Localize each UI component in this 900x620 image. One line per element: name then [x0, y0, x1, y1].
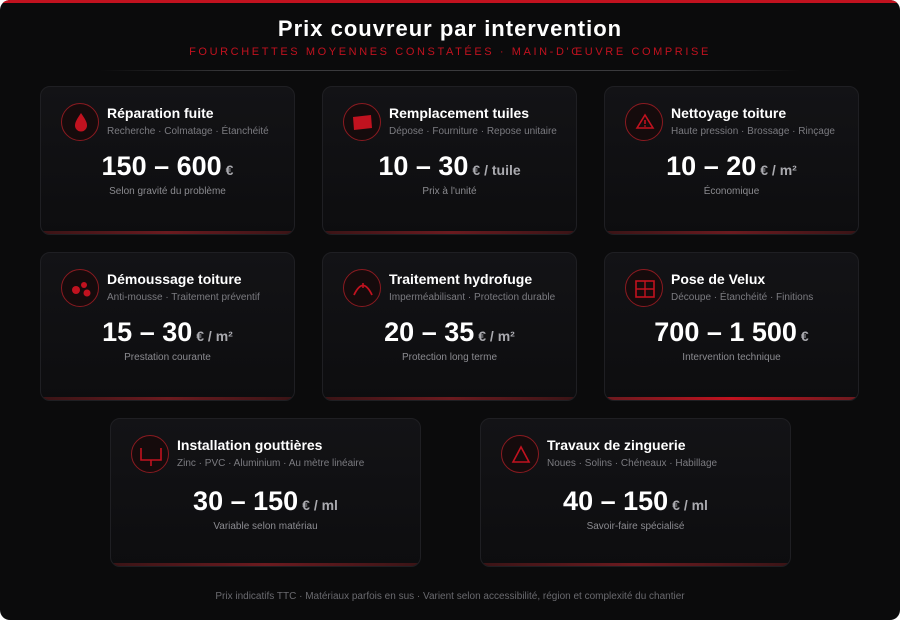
card-nettoyage-toiture: [604, 86, 859, 235]
footer-disclaimer: Prix indicatifs TTC · Matériaux parfois en sus · Varient selon accessibilité, région et complexité du chantier: [215, 591, 685, 602]
card-accent-bar: [481, 563, 790, 566]
header-divider: [100, 70, 800, 71]
card-accent-bar: [41, 397, 294, 400]
card-travaux-zinguerie: [480, 418, 791, 567]
card-subtitle: Anti-mousse · Traitement préventif: [107, 292, 260, 303]
card-note: Variable selon matériau: [213, 521, 318, 532]
card-accent-bar: [323, 231, 576, 234]
price-range: [605, 317, 858, 348]
card-subtitle: Imperméabilisant · Protection durable: [389, 292, 556, 303]
top-accent-bar: [0, 0, 900, 3]
card-title: Installation gouttières: [177, 437, 323, 453]
card-title: Pose de Velux: [671, 271, 766, 287]
price-value: 10 – 20: [666, 151, 757, 181]
roof-tile-icon: [343, 103, 381, 141]
card-subtitle: Découpe · Étanchéité · Finitions: [671, 292, 814, 303]
card-title: Travaux de zinguerie: [547, 437, 686, 453]
card-accent-bar: [323, 397, 576, 400]
price-unit: € / m²: [760, 162, 797, 178]
card-subtitle: Dépose · Fourniture · Repose unitaire: [389, 126, 557, 137]
gutter-icon: [131, 435, 169, 473]
page-title: Prix couvreur par intervention: [277, 16, 623, 41]
card-note: Intervention technique: [682, 352, 781, 363]
price-value: 40 – 150: [563, 486, 669, 516]
moss-icon: [61, 269, 99, 307]
card-traitement-hydrofuge: [322, 252, 577, 401]
price-unit: € / m²: [478, 328, 515, 344]
card-note: Économique: [703, 186, 760, 197]
price-unit: € / m²: [196, 328, 233, 344]
card-pose-velux: [604, 252, 859, 401]
price-unit: € / ml: [672, 497, 708, 513]
card-note: Protection long terme: [401, 352, 498, 363]
price-range: [323, 317, 576, 348]
card-title: Remplacement tuiles: [389, 105, 530, 121]
triangle-icon: [501, 435, 539, 473]
price-unit: € / tuile: [472, 162, 521, 178]
price-value: 30 – 150: [193, 486, 299, 516]
price-unit: € / ml: [302, 497, 338, 513]
card-note: Prestation courante: [124, 352, 211, 363]
shield-arc-icon: [343, 269, 381, 307]
card-subtitle: Recherche · Colmatage · Étanchéité: [107, 126, 269, 137]
card-accent-bar: [111, 563, 420, 566]
price-value: 10 – 30: [378, 151, 469, 181]
price-range: [605, 151, 858, 182]
card-installation-gouttieres: [110, 418, 421, 567]
card-note: Selon gravité du problème: [109, 186, 226, 197]
card-title: Réparation fuite: [107, 105, 214, 121]
card-title: Traitement hydrofuge: [389, 271, 533, 287]
price-unit: €: [800, 328, 809, 344]
card-accent-bar: [41, 231, 294, 234]
price-unit: €: [225, 162, 234, 178]
water-drop-icon: [61, 103, 99, 141]
card-title: Démoussage toiture: [107, 271, 242, 287]
price-range: [41, 317, 294, 348]
price-range: [323, 151, 576, 182]
card-note: Savoir-faire spécialisé: [586, 521, 685, 532]
card-title: Nettoyage toiture: [671, 105, 787, 121]
price-value: 150 – 600: [101, 151, 222, 181]
price-range: [41, 151, 294, 182]
price-value: 20 – 35: [384, 317, 475, 347]
card-demoussage-toiture: [40, 252, 295, 401]
price-range: [111, 486, 420, 517]
skylight-window-icon: [625, 269, 663, 307]
card-remplacement-tuiles: [322, 86, 577, 235]
card-subtitle: Haute pression · Brossage · Rinçage: [671, 126, 835, 137]
card-accent-bar: [605, 231, 858, 234]
card-accent-bar: [605, 397, 858, 400]
roof-warning-icon: [625, 103, 663, 141]
price-range: [481, 486, 790, 517]
card-subtitle: Noues · Solins · Chéneaux · Habillage: [547, 458, 718, 469]
price-value: 700 – 1 500: [654, 317, 797, 347]
page-subtitle: FOURCHETTES MOYENNES CONSTATÉES · MAIN-D'ŒUVRE COMPRISE: [189, 46, 711, 58]
price-value: 15 – 30: [102, 317, 193, 347]
card-reparation-fuite: [40, 86, 295, 235]
card-note: Prix à l'unité: [422, 186, 477, 197]
card-subtitle: Zinc · PVC · Aluminium · Au mètre linéaire: [177, 458, 365, 469]
